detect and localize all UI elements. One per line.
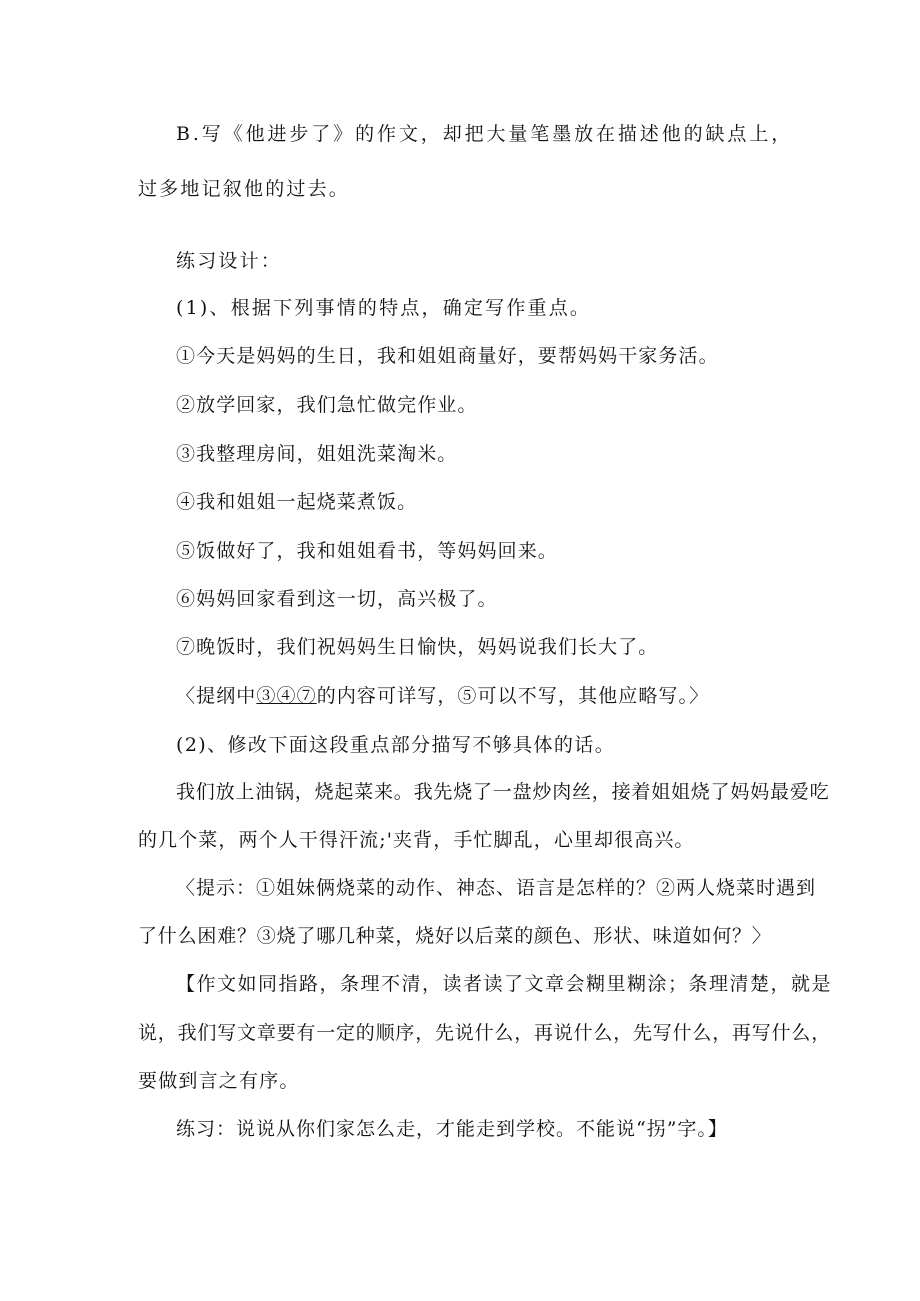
note-line-1: 【作文如同指路，条理不清，读者读了文章会糊里糊涂；条理清楚，就是 <box>176 973 833 995</box>
outline-hint-underlined-items: ③④⑦ <box>256 685 317 707</box>
outline-hint-suffix: 的内容可详写，⑤可以不写，其他应略写。〉 <box>316 685 710 707</box>
passage-hint-line-2: 了什么困难？③烧了哪几种菜，烧好以后菜的颜色、形状、味道如何？〉 <box>138 925 772 947</box>
question-1-title: (1)、根据下列事情的特点，确定写作重点。 <box>176 297 592 319</box>
event-item-6: ⑥妈妈回家看到这一切，高兴极了。 <box>176 588 498 610</box>
b-item-line-1: B.写《他进步了》的作文，却把大量笔墨放在描述他的缺点上， <box>176 123 794 145</box>
event-item-7: ⑦晚饭时，我们祝妈妈生日愉快，妈妈说我们长大了。 <box>176 636 659 658</box>
event-item-2: ②放学回家，我们急忙做完作业。 <box>176 394 478 416</box>
event-item-1: ①今天是妈妈的生日，我和姐姐商量好，要帮妈妈干家务活。 <box>176 345 719 367</box>
event-item-3: ③我整理房间，姐姐洗菜淘米。 <box>176 443 458 465</box>
event-item-4: ④我和姐姐一起烧菜煮饭。 <box>176 491 418 513</box>
exercise-design-heading: 练习设计： <box>176 250 283 272</box>
passage-line-1: 我们放上油锅，烧起菜来。我先烧了一盘炒肉丝，接着姐姐烧了妈妈最爱吃 <box>176 781 830 803</box>
note-line-3: 要做到言之有序。 <box>138 1070 300 1092</box>
outline-hint-prefix: 〈提纲中 <box>176 685 257 707</box>
outline-hint <box>176 684 709 708</box>
event-item-5: ⑤饭做好了，我和姐姐看书，等妈妈回来。 <box>176 540 558 562</box>
b-item-line-2: 过多地记叙他的过去。 <box>138 178 351 200</box>
question-2-title: (2)、修改下面这段重点部分描写不够具体的话。 <box>176 734 616 756</box>
note-exercise: 练习：说说从你们家怎么走，才能走到学校。不能说“拐”字。】 <box>176 1118 728 1140</box>
passage-hint-line-1: 〈提示：①姐妹俩烧菜的动作、神态、语言是怎样的？②两人烧菜时遇到 <box>176 877 817 899</box>
note-line-2: 说，我们写文章要有一定的顺序，先说什么，再说什么，先写什么，再写什么， <box>138 1022 832 1044</box>
passage-line-2: 的几个菜，两个人干得汗流;'夹背，手忙脚乱，心里却很高兴。 <box>138 829 695 851</box>
